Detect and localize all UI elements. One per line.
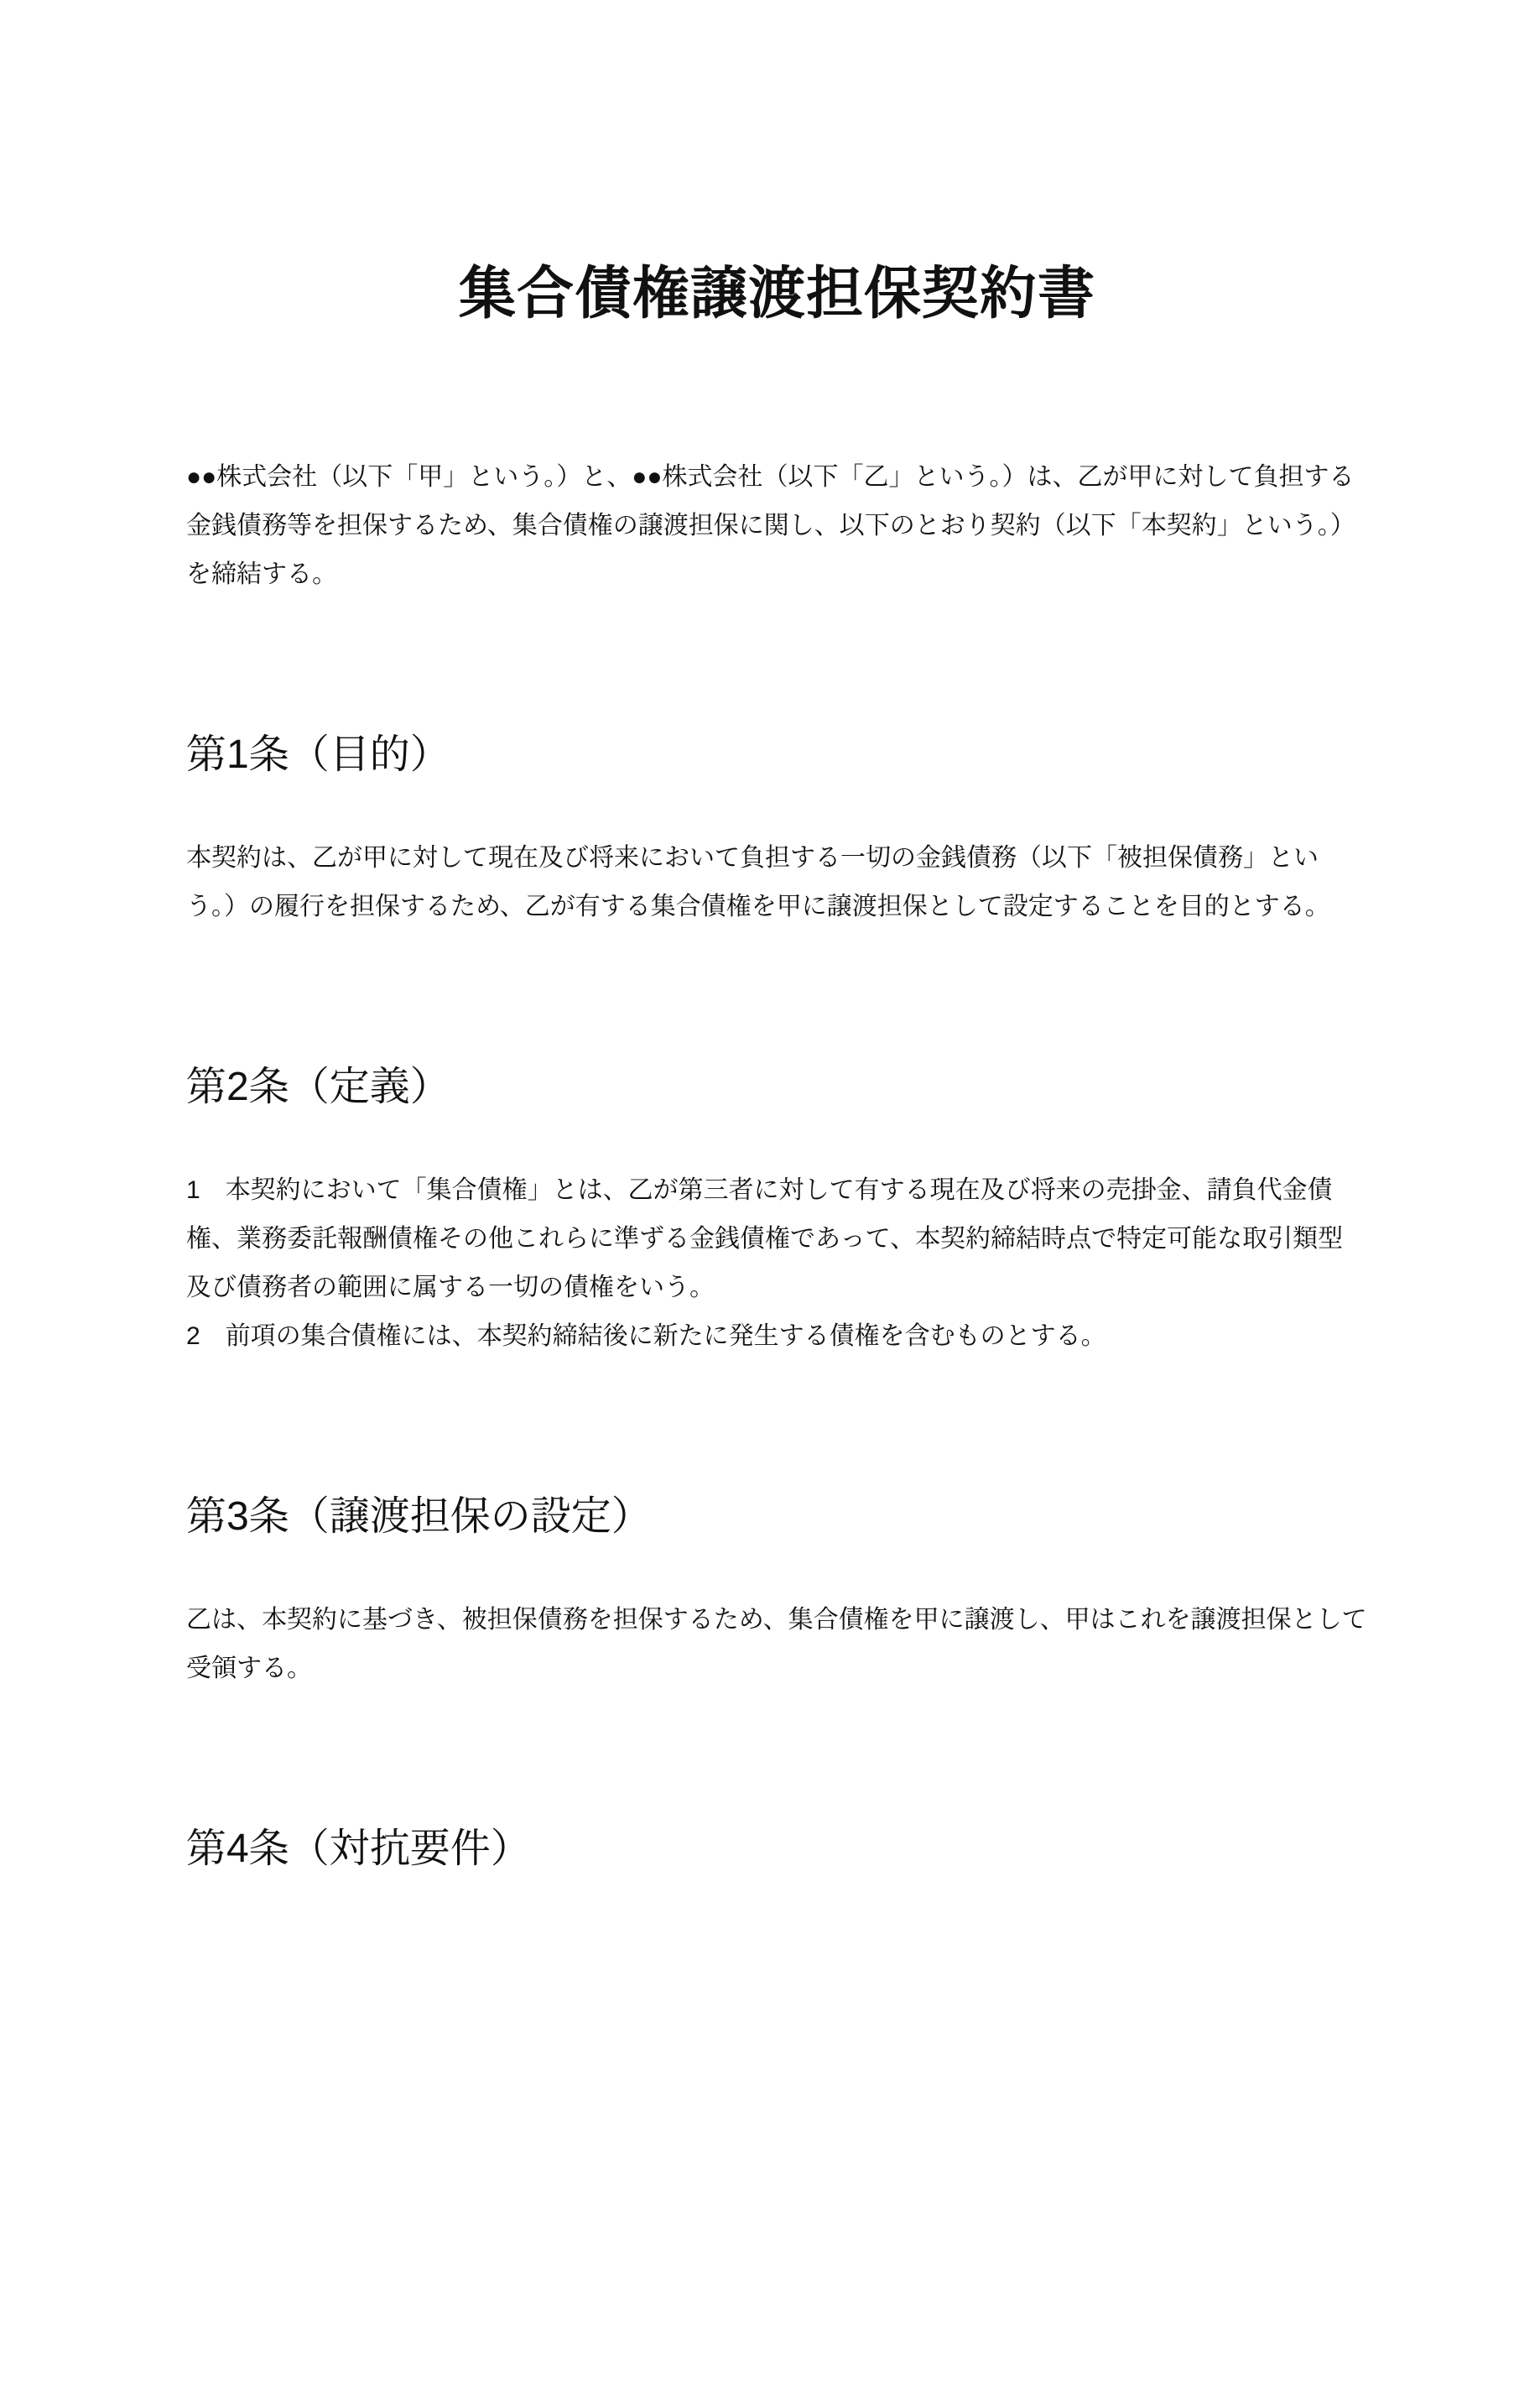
- article-paragraph: 1 本契約において「集合債権」とは、乙が第三者に対して有する現在及び将来の売掛金、請負代金債権、業務委託報酬債権その他これらに準ずる金銭債権であって、本契約締結時点で特定可能な取引類型及び債務者の範囲に属する一切の債権をいう。: [186, 1176, 1344, 1301]
- article-section: [186, 1825, 1368, 1874]
- article-body: [186, 1596, 1368, 1693]
- article-heading: 第3条（譲渡担保の設定）: [186, 1494, 652, 1539]
- article-body: [186, 1166, 1368, 1361]
- article-section: [186, 731, 1368, 931]
- document-title: 集合債権譲渡担保契約書: [458, 262, 1095, 326]
- article-section: [186, 1493, 1368, 1693]
- article-body: [186, 834, 1368, 931]
- document-page: [0, 260, 1519, 2408]
- articles: [186, 731, 1368, 1874]
- article-paragraph: 2 前項の集合債権には、本契約締結後に新たに発生する債権を含むものとする。: [186, 1322, 1106, 1350]
- article-heading: 第1条（目的）: [186, 732, 450, 777]
- preamble-paragraph: ●●株式会社（以下「甲」という。）と、●●株式会社（以下「乙」という。）は、乙が甲に対して負担する金銭債務等を担保するため、集合債権の譲渡担保に関し、以下のとおり契約（以下「本契約」という。）を締結する。: [186, 463, 1355, 588]
- article-paragraph: 乙は、本契約に基づき、被担保債務を担保するため、集合債権を甲に譲渡し、甲はこれを譲渡担保として受領する。: [186, 1606, 1367, 1682]
- article-heading: 第2条（定義）: [186, 1065, 450, 1109]
- article-section: [186, 1063, 1368, 1361]
- article-heading: 第4条（対抗要件）: [186, 1827, 531, 1871]
- article-paragraph: 本契約は、乙が甲に対して現在及び将来において負担する一切の金銭債務（以下「被担保債務」という。）の履行を担保するため、乙が有する集合債権を甲に譲渡担保として設定することを目的とする。: [186, 844, 1330, 920]
